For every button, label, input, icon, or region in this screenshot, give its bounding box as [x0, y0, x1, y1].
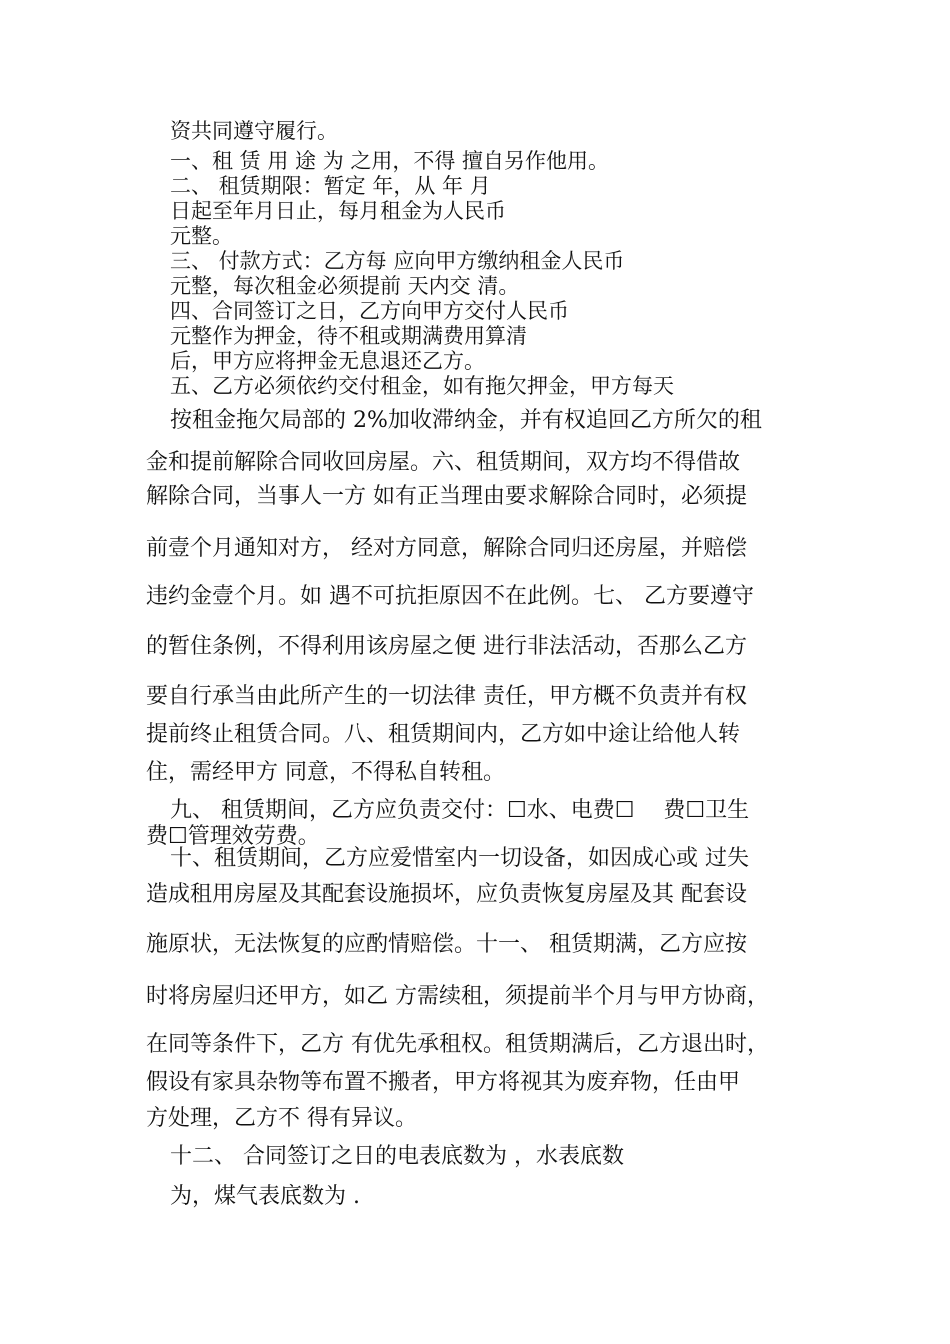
clause-line: 后，甲方应将押金无息退还乙方。 — [170, 349, 485, 373]
clause-line: 造成租用房屋及其配套设施损坏，应负责恢复房屋及其 配套设 — [146, 882, 747, 907]
clause-line: 的暂住条例，不得利用该房屋之便 进行非法活动，否那么乙方 — [146, 634, 747, 659]
clause-line: 在同等条件下，乙方 有优先承租权。租赁期满后，乙方退出时， — [146, 1032, 769, 1057]
clause-line: 住，需经甲方 同意，不得私自转租。 — [146, 760, 505, 785]
clause-line: 违约金壹个月。如 遇不可抗拒原因不在此例。七、 乙方要遵守 — [146, 584, 754, 609]
clause-line: 前壹个月通知对方， 经对方同意，解除合同归还房屋，并赔偿 — [146, 536, 747, 561]
clause-line: 一、租 赁 用 途 为 之用，不得 擅自另作他用。 — [170, 149, 610, 173]
clause-line: 五、乙方必须依约交付租金，如有拖欠押金，甲方每天 — [170, 374, 674, 398]
clause-line: 元整，每次租金必须提前 天内交 清。 — [170, 274, 520, 298]
clause-line: 四、合同签订之日，乙方向甲方交付人民币 — [170, 299, 569, 323]
clause-line: 为，煤气表底数为 . — [170, 1184, 360, 1209]
clause-line: 十二、 合同签订之日的电表底数为 ，水表底数 — [170, 1144, 624, 1169]
clause-line: 九、 租赁期间，乙方应负责交付：☐水、电费☐ 费☐卫生 — [170, 798, 750, 823]
clause-line: 假设有家具杂物等布置不搬者，甲方将视其为废弃物，任由甲 — [146, 1070, 741, 1095]
clause-line: 元整。 — [170, 224, 233, 248]
clause-line: 按租金拖欠局部的 2%加收滞纳金，并有权追回乙方所欠的租 — [170, 408, 762, 433]
clause-line: 费☐管理效劳费。 — [146, 824, 320, 849]
clause-line: 十、租赁期间，乙方应爱惜室内一切设备，如因成心或 过失 — [170, 846, 749, 871]
clause-line: 方处理，乙方不 得有异议。 — [146, 1106, 417, 1131]
clause-line: 提前终止租赁合同。八、租赁期间内，乙方如中途让给他人转 — [146, 722, 741, 747]
clause-line: 三、 付款方式：乙方每 应向甲方缴纳租金人民币 — [170, 249, 625, 273]
clause-line: 资共同遵守履行。 — [170, 119, 338, 143]
clause-line: 解除合同，当事人一方 如有正当理由要求解除合同时，必须提 — [146, 484, 747, 509]
clause-line: 日起至年月日止，每月租金为人民币 — [170, 199, 506, 223]
clause-line: 要自行承当由此所产生的一切法律 责任，甲方概不负责并有权 — [146, 684, 747, 709]
clause-line: 施原状，无法恢复的应酌情赔偿。十一、 租赁期满，乙方应按 — [146, 932, 747, 957]
clause-line: 金和提前解除合同收回房屋。六、租赁期间，双方均不得借故 — [146, 450, 741, 475]
clause-line: 元整作为押金，待不租或期满费用算清 — [170, 324, 527, 348]
clause-line: 二、 租赁期限：暂定 年，从 年 月 — [170, 174, 491, 198]
clause-line: 时将房屋归还甲方，如乙 方需续租，须提前半个月与甲方协商， — [146, 984, 769, 1009]
